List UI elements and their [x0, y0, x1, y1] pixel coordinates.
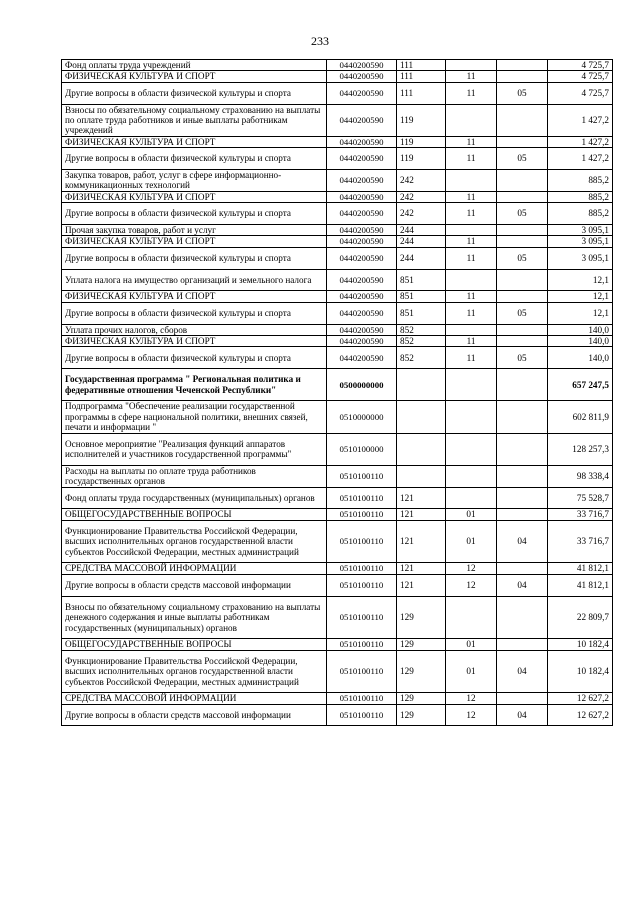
row-code: 0440200590	[327, 170, 397, 192]
row-name: Взносы по обязательному социальному страхованию на выплаты денежного содержания и иные выплаты работникам государственных (муниципальных) органов	[62, 596, 327, 639]
row-expense-type: 121	[397, 487, 446, 509]
row-subsection	[497, 104, 548, 136]
row-amount: 33 716,7	[548, 509, 613, 520]
row-expense-type	[397, 401, 446, 433]
row-amount: 4 725,7	[548, 82, 613, 104]
row-section	[446, 170, 497, 192]
row-subsection: 05	[497, 347, 548, 369]
row-subsection	[497, 509, 548, 520]
row-name: ОБЩЕГОСУДАРСТВЕННЫЕ ВОПРОСЫ	[62, 639, 327, 650]
row-code: 0440200590	[327, 291, 397, 302]
table-row	[62, 136, 613, 147]
row-name: Расходы на выплаты по оплате труда работников государственных органов	[62, 465, 327, 487]
row-code: 0510100110	[327, 693, 397, 704]
row-amount: 602 811,9	[548, 401, 613, 433]
row-name: Уплата прочих налогов, сборов	[62, 324, 327, 335]
row-amount: 41 812,1	[548, 563, 613, 574]
row-section	[446, 487, 497, 509]
row-name: Взносы по обязательному социальному страхованию на выплаты по оплате труда работников и иные выплаты работникам учреждений	[62, 104, 327, 136]
row-name: Другие вопросы в области физической культуры и спорта	[62, 82, 327, 104]
table-row	[62, 291, 613, 302]
table-row	[62, 509, 613, 520]
row-code: 0440200590	[327, 324, 397, 335]
row-amount: 12 627,2	[548, 693, 613, 704]
row-amount: 140,0	[548, 324, 613, 335]
table-row	[62, 574, 613, 596]
row-code: 0510100110	[327, 465, 397, 487]
row-name: ФИЗИЧЕСКАЯ КУЛЬТУРА И СПОРТ	[62, 236, 327, 247]
row-subsection	[497, 236, 548, 247]
row-amount: 885,2	[548, 170, 613, 192]
row-name: Подпрограмма "Обеспечение реализации государственной программы в сфере национальной политики, внешних связей, печати и информации "	[62, 401, 327, 433]
row-name: Другие вопросы в области физической культуры и спорта	[62, 148, 327, 170]
row-expense-type: 242	[397, 170, 446, 192]
row-section: 11	[446, 148, 497, 170]
row-amount: 1 427,2	[548, 148, 613, 170]
row-expense-type: 129	[397, 704, 446, 726]
table-row	[62, 487, 613, 509]
row-subsection	[497, 191, 548, 202]
row-subsection	[497, 336, 548, 347]
row-name: Основное мероприятие "Реализация функций аппаратов исполнителей и участников государственной программы"	[62, 433, 327, 465]
row-subsection	[497, 596, 548, 639]
row-subsection	[497, 639, 548, 650]
table-row	[62, 563, 613, 574]
row-expense-type: 111	[397, 71, 446, 82]
row-subsection	[497, 433, 548, 465]
row-code: 0440200590	[327, 104, 397, 136]
row-section	[446, 369, 497, 401]
table-row	[62, 170, 613, 192]
row-name: ФИЗИЧЕСКАЯ КУЛЬТУРА И СПОРТ	[62, 71, 327, 82]
row-subsection	[497, 71, 548, 82]
row-section: 11	[446, 347, 497, 369]
table-row	[62, 71, 613, 82]
row-section: 12	[446, 704, 497, 726]
row-section: 11	[446, 247, 497, 269]
row-name: Другие вопросы в области физической культуры и спорта	[62, 347, 327, 369]
table-row	[62, 693, 613, 704]
row-section	[446, 225, 497, 236]
row-expense-type: 244	[397, 225, 446, 236]
row-name: Закупка товаров, работ, услуг в сфере информационно-коммуникационных технологий	[62, 170, 327, 192]
row-subsection	[497, 324, 548, 335]
row-code: 0440200590	[327, 302, 397, 324]
row-name: ФИЗИЧЕСКАЯ КУЛЬТУРА И СПОРТ	[62, 291, 327, 302]
table-row	[62, 704, 613, 726]
row-expense-type	[397, 433, 446, 465]
row-amount: 885,2	[548, 191, 613, 202]
row-amount: 33 716,7	[548, 520, 613, 563]
row-subsection	[497, 60, 548, 71]
table-row	[62, 465, 613, 487]
table-row	[62, 247, 613, 269]
row-subsection: 04	[497, 650, 548, 693]
table-row	[62, 60, 613, 71]
row-expense-type: 121	[397, 574, 446, 596]
row-expense-type: 851	[397, 269, 446, 291]
row-section: 11	[446, 82, 497, 104]
row-code: 0440200590	[327, 236, 397, 247]
row-expense-type: 129	[397, 693, 446, 704]
row-code: 0510000000	[327, 401, 397, 433]
table-row	[62, 269, 613, 291]
row-section	[446, 104, 497, 136]
table-row	[62, 596, 613, 639]
table-row	[62, 433, 613, 465]
row-section	[446, 269, 497, 291]
row-section: 12	[446, 693, 497, 704]
row-expense-type: 119	[397, 104, 446, 136]
row-name: Функционирование Правительства Российской Федерации, высших исполнительных органов государственной власти субъектов Российской Федерации, местных администраций	[62, 650, 327, 693]
table-row	[62, 336, 613, 347]
row-section: 12	[446, 574, 497, 596]
row-expense-type: 119	[397, 136, 446, 147]
row-amount: 128 257,3	[548, 433, 613, 465]
row-section	[446, 60, 497, 71]
row-amount: 12,1	[548, 291, 613, 302]
row-amount: 12,1	[548, 269, 613, 291]
row-section: 01	[446, 650, 497, 693]
page-number: 233	[311, 34, 329, 48]
row-expense-type: 119	[397, 148, 446, 170]
row-amount: 22 809,7	[548, 596, 613, 639]
table-row	[62, 236, 613, 247]
row-subsection	[497, 465, 548, 487]
row-amount: 41 812,1	[548, 574, 613, 596]
row-expense-type: 129	[397, 596, 446, 639]
table-row	[62, 347, 613, 369]
row-subsection	[497, 369, 548, 401]
row-name: Государственная программа " Региональная политика и федеративные отношения Чеченской Республики"	[62, 369, 327, 401]
row-amount: 885,2	[548, 203, 613, 225]
row-code: 0440200590	[327, 269, 397, 291]
row-subsection: 05	[497, 203, 548, 225]
table-row	[62, 650, 613, 693]
row-subsection: 05	[497, 247, 548, 269]
row-code: 0440200590	[327, 347, 397, 369]
row-amount: 1 427,2	[548, 104, 613, 136]
row-amount: 75 528,7	[548, 487, 613, 509]
row-expense-type: 242	[397, 191, 446, 202]
row-section	[446, 596, 497, 639]
row-subsection	[497, 401, 548, 433]
row-name: Функционирование Правительства Российской Федерации, высших исполнительных органов государственной власти субъектов Российской Федерации, местных администраций	[62, 520, 327, 563]
row-expense-type: 111	[397, 60, 446, 71]
row-name: Фонд оплаты труда учреждений	[62, 60, 327, 71]
row-expense-type: 121	[397, 509, 446, 520]
row-code: 0440200590	[327, 60, 397, 71]
row-code: 0510100110	[327, 704, 397, 726]
row-name: СРЕДСТВА МАССОВОЙ ИНФОРМАЦИИ	[62, 693, 327, 704]
row-code: 0510100110	[327, 574, 397, 596]
table-row	[62, 302, 613, 324]
table-row	[62, 225, 613, 236]
row-subsection	[497, 693, 548, 704]
row-amount: 12 627,2	[548, 704, 613, 726]
row-name: СРЕДСТВА МАССОВОЙ ИНФОРМАЦИИ	[62, 563, 327, 574]
row-expense-type: 244	[397, 236, 446, 247]
table-row	[62, 520, 613, 563]
row-amount: 4 725,7	[548, 60, 613, 71]
row-section: 11	[446, 71, 497, 82]
row-name: Другие вопросы в области физической культуры и спорта	[62, 247, 327, 269]
row-code: 0510100110	[327, 509, 397, 520]
row-name: ФИЗИЧЕСКАЯ КУЛЬТУРА И СПОРТ	[62, 191, 327, 202]
row-amount: 140,0	[548, 347, 613, 369]
row-code: 0510100110	[327, 650, 397, 693]
row-amount: 140,0	[548, 336, 613, 347]
row-section: 11	[446, 291, 497, 302]
row-subsection: 05	[497, 148, 548, 170]
row-name: Уплата налога на имущество организаций и земельного налога	[62, 269, 327, 291]
row-amount: 657 247,5	[548, 369, 613, 401]
row-section: 11	[446, 302, 497, 324]
row-section	[446, 401, 497, 433]
row-expense-type: 129	[397, 650, 446, 693]
table-row	[62, 148, 613, 170]
row-section: 11	[446, 236, 497, 247]
row-name: ФИЗИЧЕСКАЯ КУЛЬТУРА И СПОРТ	[62, 336, 327, 347]
row-expense-type: 121	[397, 520, 446, 563]
row-subsection	[497, 269, 548, 291]
table-row	[62, 369, 613, 401]
row-name: Фонд оплаты труда государственных (муниципальных) органов	[62, 487, 327, 509]
row-amount: 3 095,1	[548, 225, 613, 236]
row-code: 0440200590	[327, 136, 397, 147]
row-expense-type: 851	[397, 302, 446, 324]
row-subsection: 04	[497, 574, 548, 596]
row-section: 12	[446, 563, 497, 574]
row-section: 01	[446, 509, 497, 520]
row-amount: 1 427,2	[548, 136, 613, 147]
row-section	[446, 433, 497, 465]
row-code: 0440200590	[327, 82, 397, 104]
row-name: Другие вопросы в области физической культуры и спорта	[62, 203, 327, 225]
budget-table-body	[62, 60, 613, 726]
row-expense-type	[397, 465, 446, 487]
row-expense-type: 244	[397, 247, 446, 269]
row-code: 0510100000	[327, 433, 397, 465]
row-code: 0440200590	[327, 203, 397, 225]
row-amount: 12,1	[548, 302, 613, 324]
row-expense-type	[397, 369, 446, 401]
row-section: 11	[446, 336, 497, 347]
table-row	[62, 401, 613, 433]
row-section	[446, 465, 497, 487]
row-expense-type: 852	[397, 324, 446, 335]
row-amount: 3 095,1	[548, 247, 613, 269]
row-code: 0510100110	[327, 520, 397, 563]
row-subsection: 04	[497, 520, 548, 563]
row-code: 0440200590	[327, 336, 397, 347]
budget-table	[61, 59, 613, 726]
row-section: 11	[446, 136, 497, 147]
row-code: 0510100110	[327, 487, 397, 509]
row-amount: 98 338,4	[548, 465, 613, 487]
row-name: Другие вопросы в области средств массовой информации	[62, 704, 327, 726]
row-expense-type: 242	[397, 203, 446, 225]
row-amount: 4 725,7	[548, 71, 613, 82]
row-name: ОБЩЕГОСУДАРСТВЕННЫЕ ВОПРОСЫ	[62, 509, 327, 520]
row-code: 0510100110	[327, 596, 397, 639]
row-expense-type: 852	[397, 347, 446, 369]
row-subsection: 04	[497, 704, 548, 726]
row-expense-type: 111	[397, 82, 446, 104]
row-subsection	[497, 563, 548, 574]
row-code: 0440200590	[327, 225, 397, 236]
table-row	[62, 639, 613, 650]
row-code: 0510100110	[327, 639, 397, 650]
row-code: 0440200590	[327, 71, 397, 82]
row-subsection	[497, 487, 548, 509]
row-code: 0440200590	[327, 191, 397, 202]
row-subsection: 05	[497, 302, 548, 324]
row-amount: 3 095,1	[548, 236, 613, 247]
row-code: 0440200590	[327, 148, 397, 170]
table-row	[62, 104, 613, 136]
row-code: 0500000000	[327, 369, 397, 401]
row-subsection	[497, 136, 548, 147]
row-code: 0510100110	[327, 563, 397, 574]
row-subsection	[497, 291, 548, 302]
row-name: ФИЗИЧЕСКАЯ КУЛЬТУРА И СПОРТ	[62, 136, 327, 147]
table-row	[62, 191, 613, 202]
row-amount: 10 182,4	[548, 650, 613, 693]
row-subsection: 05	[497, 82, 548, 104]
row-name: Другие вопросы в области средств массовой информации	[62, 574, 327, 596]
table-row	[62, 324, 613, 335]
row-subsection	[497, 170, 548, 192]
row-section: 01	[446, 639, 497, 650]
row-expense-type: 851	[397, 291, 446, 302]
row-amount: 10 182,4	[548, 639, 613, 650]
table-row	[62, 203, 613, 225]
row-section: 01	[446, 520, 497, 563]
row-subsection	[497, 225, 548, 236]
row-expense-type: 129	[397, 639, 446, 650]
row-name: Другие вопросы в области физической культуры и спорта	[62, 302, 327, 324]
row-code: 0440200590	[327, 247, 397, 269]
row-section: 11	[446, 191, 497, 202]
row-name: Прочая закупка товаров, работ и услуг	[62, 225, 327, 236]
table-row	[62, 82, 613, 104]
row-section	[446, 324, 497, 335]
row-expense-type: 121	[397, 563, 446, 574]
row-expense-type: 852	[397, 336, 446, 347]
row-section: 11	[446, 203, 497, 225]
